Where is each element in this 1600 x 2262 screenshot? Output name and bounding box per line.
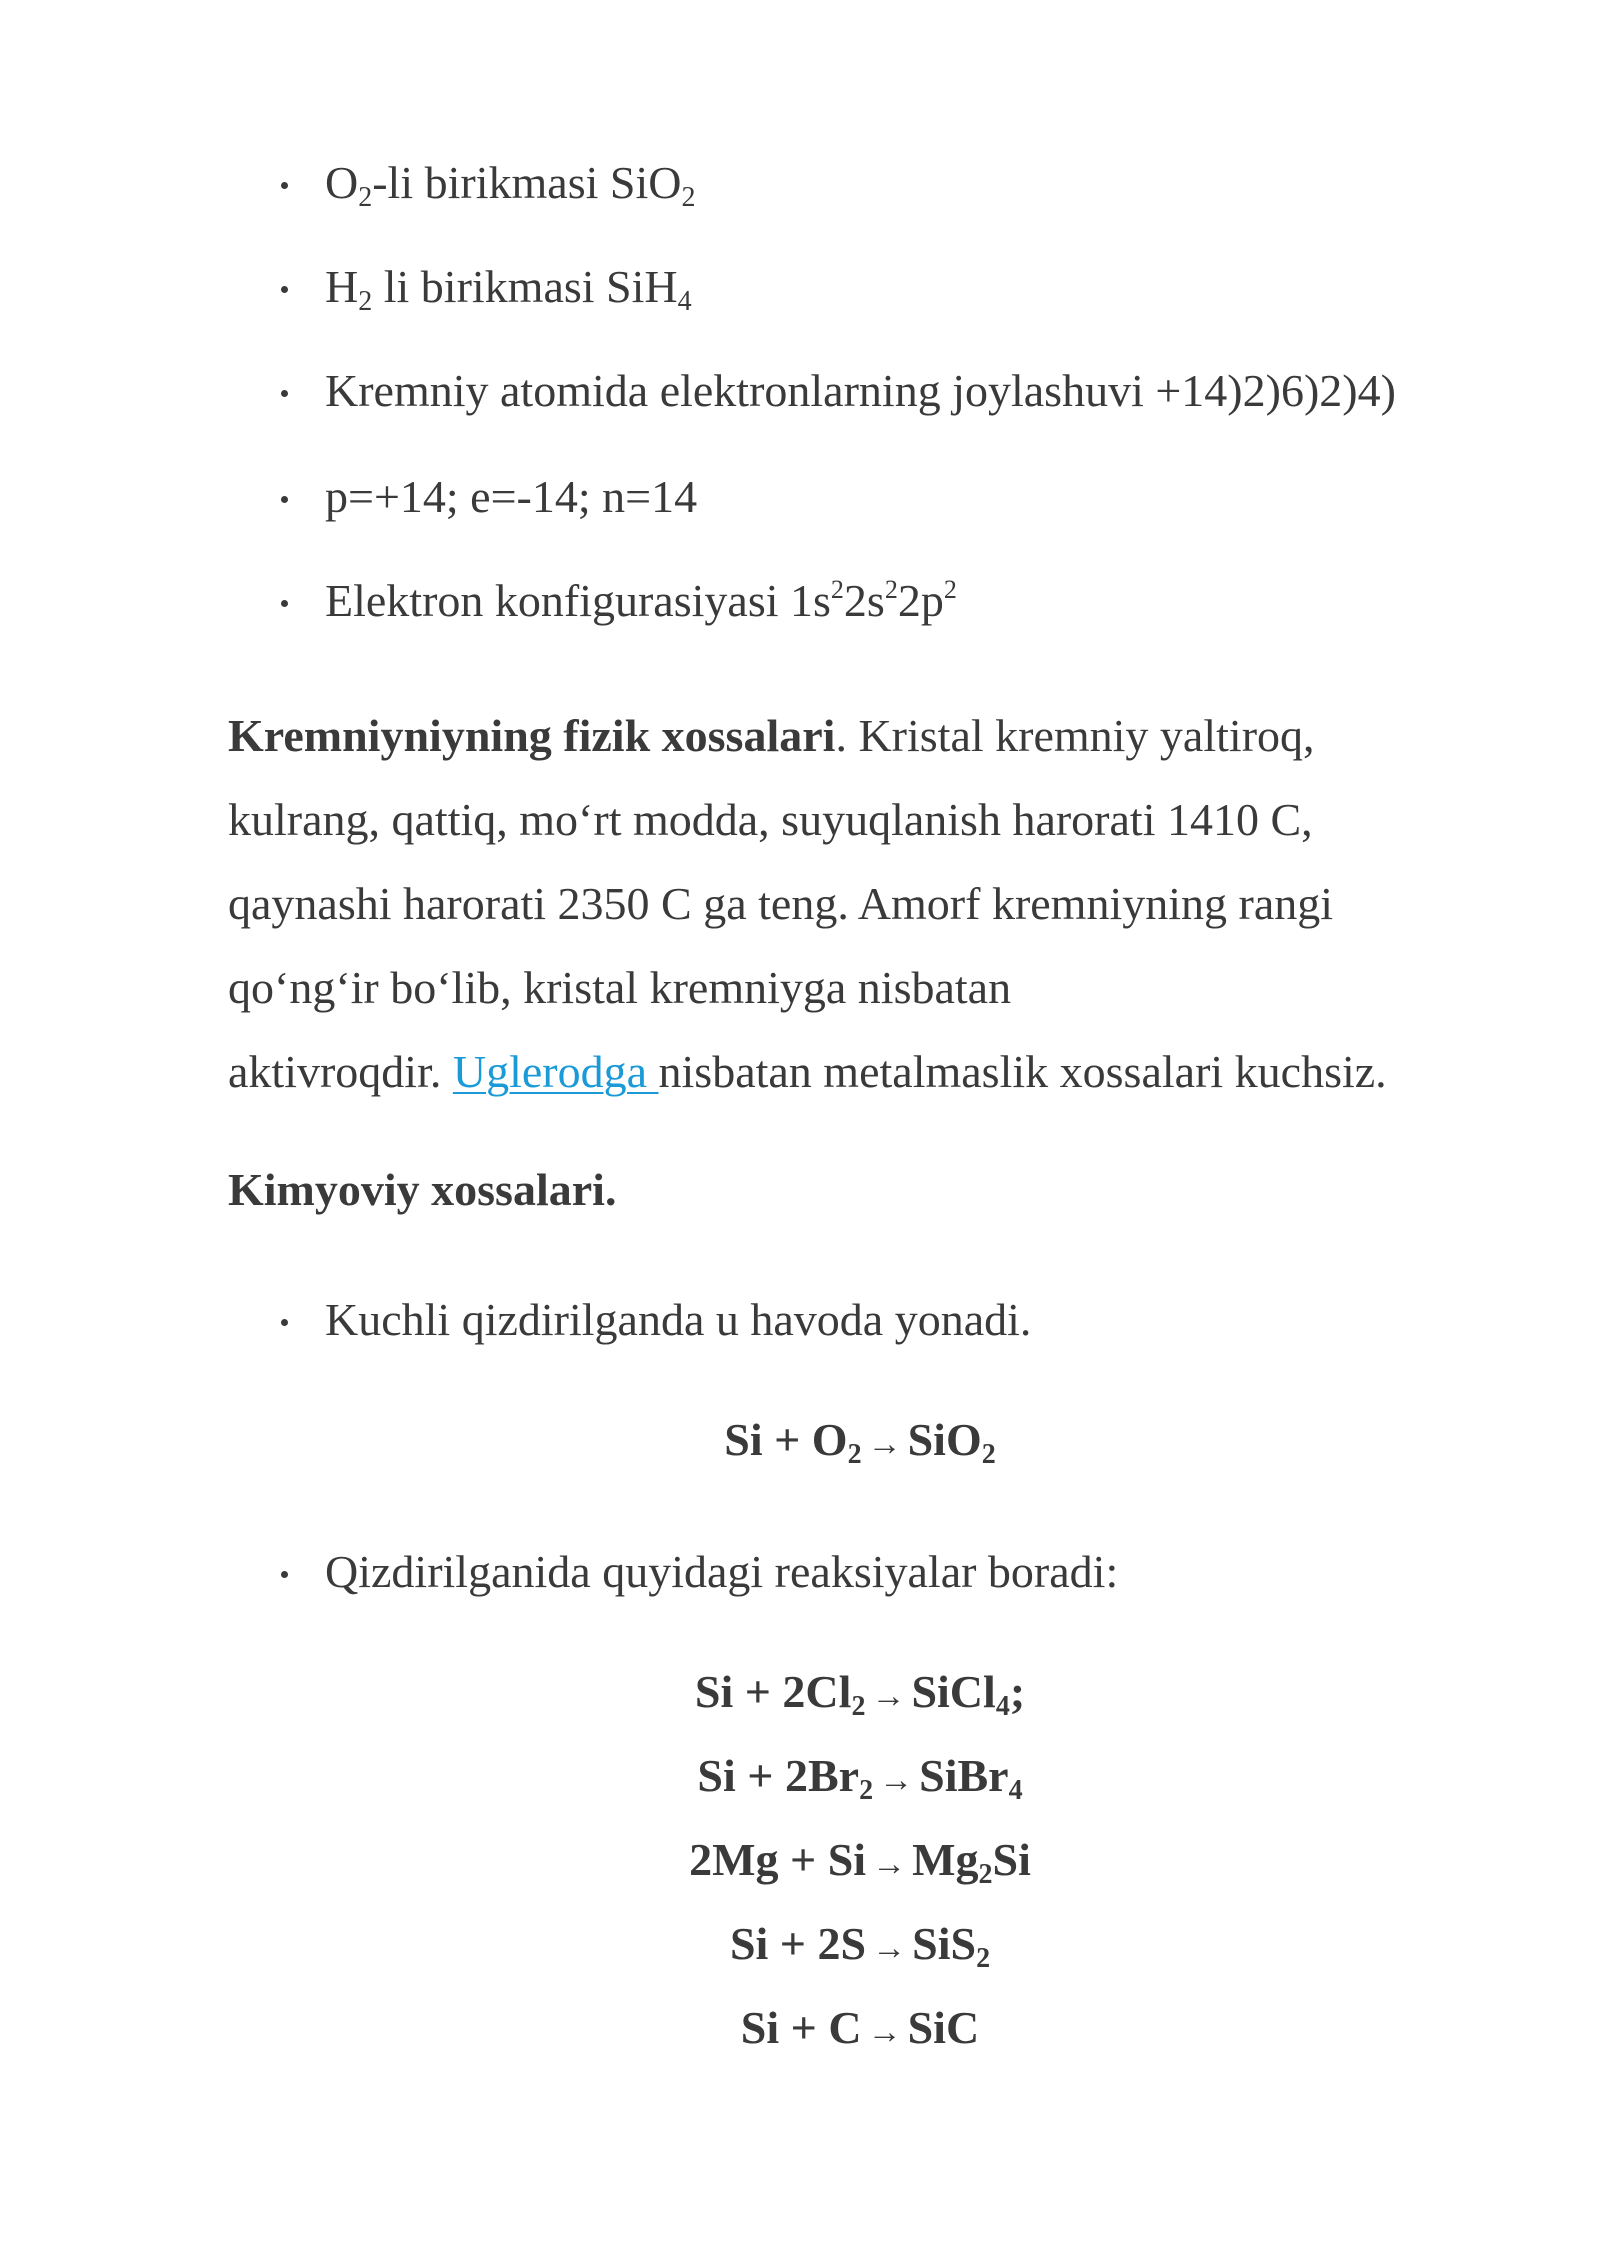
- list-item: [325, 363, 1396, 419]
- equation-part: Si + 2Cl: [694, 1666, 852, 1717]
- list-item-text: p=+14; e=-14; n=14: [325, 471, 698, 522]
- list-item: [325, 155, 695, 211]
- equation-part: SiCl: [911, 1666, 996, 1717]
- equation-part: SiS: [912, 1918, 977, 1969]
- paragraph-line: [228, 694, 1488, 778]
- equation-part: SiO: [907, 1414, 982, 1465]
- list-item: [325, 1544, 1118, 1600]
- formula-text: H: [325, 261, 359, 312]
- paragraph-line: kulrang, qattiq, mo‘rt modda, suyuqlanish harorati 1410 C,: [228, 794, 1313, 845]
- equation-si-cl2: [0, 1664, 1600, 1725]
- list-item-text: 2s: [843, 575, 885, 626]
- subscript: 2: [859, 1775, 874, 1806]
- arrow-icon: →: [867, 1426, 902, 1463]
- formula-text: -li birikmasi SiO: [372, 157, 682, 208]
- list-item: [325, 1292, 1031, 1348]
- equation-part: SiC: [907, 2002, 980, 2053]
- list-item-text: Kremniy atomida elektronlarning joylashuvi +14)2)6)2)4): [325, 365, 1396, 416]
- equation-si-c: [0, 2000, 1600, 2061]
- subscript: 2: [978, 1859, 993, 1890]
- arrow-icon: →: [867, 2014, 902, 2051]
- formula-text: li birikmasi SiH: [372, 261, 678, 312]
- list-item: [325, 259, 692, 315]
- subscript: 2: [981, 1439, 996, 1470]
- equation-part: Mg: [912, 1834, 979, 1885]
- arrow-icon: →: [872, 1930, 907, 1967]
- list-item-text: Kuchli qizdirilganda u havoda yonadi.: [325, 1294, 1032, 1345]
- equation-mg-si: [0, 1832, 1600, 1893]
- list-item: [325, 469, 697, 525]
- equation-part: Si + 2Br: [697, 1750, 860, 1801]
- subscript: 4: [1008, 1775, 1023, 1806]
- paragraph-text: nisbatan metalmaslik xossalari kuchsiz.: [658, 1046, 1387, 1097]
- arrow-icon: →: [879, 1762, 914, 1799]
- equation-part: Si + 2S: [729, 1918, 867, 1969]
- subscript: 4: [677, 286, 692, 317]
- equation-part: Si: [992, 1834, 1031, 1885]
- paragraph-text: . Kristal kremniy yaltiroq,: [835, 710, 1315, 761]
- subscript: 2: [358, 182, 373, 213]
- paragraph-line: [228, 1030, 1488, 1114]
- paragraph-line: qaynashi harorati 2350 C ga teng. Amorf kremniyning rangi: [228, 878, 1334, 929]
- list-item-text: 2p: [897, 575, 944, 626]
- paragraph-line: qo‘ng‘ir bo‘lib, kristal kremniyga nisbatan: [228, 962, 1012, 1013]
- uglerod-link[interactable]: Uglerodga: [452, 1046, 659, 1097]
- arrow-icon: →: [872, 1846, 907, 1883]
- equation-part: SiBr: [919, 1750, 1009, 1801]
- formula-text: O: [325, 157, 359, 208]
- paragraph-text: aktivroqdir.: [228, 1046, 453, 1097]
- subscript: 2: [847, 1439, 862, 1470]
- list-item: [325, 573, 957, 629]
- subscript: 4: [995, 1691, 1010, 1722]
- equation-part: Si + C: [740, 2002, 862, 2053]
- superscript: 2: [884, 575, 898, 604]
- subscript: 2: [976, 1943, 991, 1974]
- subscript: 2: [358, 286, 373, 317]
- superscript: 2: [830, 575, 844, 604]
- equation-si-o2: [0, 1412, 1600, 1473]
- equation-part: Si + O: [724, 1414, 848, 1465]
- chemical-properties-heading: Kimyoviy xossalari.: [228, 1164, 617, 1215]
- equation-si-br2: [0, 1748, 1600, 1809]
- subscript: 2: [851, 1691, 866, 1722]
- list-item-text: Qizdirilganida quyidagi reaksiyalar boradi:: [325, 1546, 1119, 1597]
- equation-part: 2Mg + Si: [689, 1834, 867, 1885]
- arrow-icon: →: [871, 1678, 906, 1715]
- physical-properties-paragraph: [228, 694, 1488, 1114]
- subscript: 2: [681, 182, 696, 213]
- equation-si-s: [0, 1916, 1600, 1977]
- equation-part: ;: [1009, 1666, 1026, 1717]
- list-item-text: Elektron konfigurasiyasi 1s: [325, 575, 831, 626]
- physical-properties-heading: Kremniyniyning fizik xossalari: [228, 710, 836, 761]
- superscript: 2: [943, 575, 957, 604]
